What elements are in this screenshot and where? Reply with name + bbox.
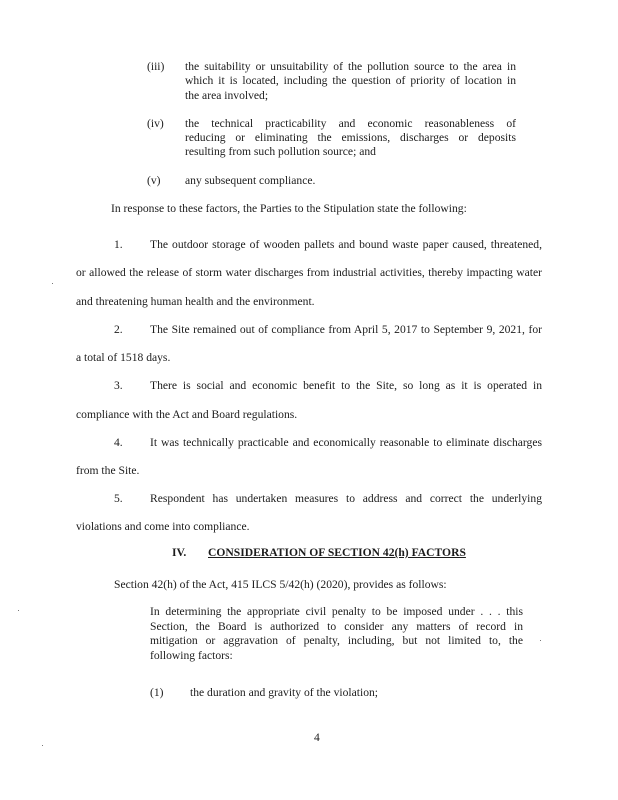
scan-speck — [540, 640, 541, 641]
factor-marker: (1) — [150, 686, 164, 699]
response-line: The Site remained out of compliance from April 5, 2017 to September 9, 2021, for — [150, 323, 542, 336]
factor-line: the suitability or unsuitability of the pollution source to the area in — [185, 60, 516, 73]
factor-line: the technical practicability and economic reasonableness of — [185, 117, 516, 130]
response-line: It was technically practicable and economically reasonable to eliminate discharges — [150, 436, 542, 449]
section-number: IV. — [172, 546, 187, 559]
response-number: 3. — [114, 379, 123, 392]
response-line: a total of 1518 days. — [76, 351, 171, 364]
factor-line: reducing or eliminating the emissions, discharges or deposits — [185, 131, 516, 144]
scan-speck — [18, 610, 19, 611]
response-intro: In response to these factors, the Parties to the Stipulation state the following: — [111, 202, 467, 215]
response-number: 2. — [114, 323, 123, 336]
response-line: violations and come into compliance. — [76, 520, 250, 533]
factor-text: the duration and gravity of the violation; — [190, 686, 379, 699]
factor-line: resulting from such pollution source; and — [185, 145, 376, 158]
quote-line: mitigation or aggravation of penalty, including, but not limited to, the — [150, 634, 523, 647]
scan-speck — [42, 745, 43, 746]
response-line: The outdoor storage of wooden pallets and bound waste paper caused, threatened, — [150, 238, 542, 251]
section-title: CONSIDERATION OF SECTION 42(h) FACTORS — [208, 546, 466, 559]
quote-line: In determining the appropriate civil penalty to be imposed under . . . this — [150, 605, 523, 618]
scan-speck — [52, 283, 53, 284]
factor-line: any subsequent compliance. — [185, 174, 316, 187]
factor-marker: (v) — [147, 174, 161, 187]
response-line: Respondent has undertaken measures to address and correct the underlying — [150, 492, 542, 505]
response-line: from the Site. — [76, 464, 140, 477]
factor-marker: (iii) — [147, 60, 165, 73]
response-line: There is social and economic benefit to the Site, so long as it is operated in — [150, 379, 542, 392]
response-number: 1. — [114, 238, 123, 251]
section-intro: Section 42(h) of the Act, 415 ILCS 5/42(h) (2020), provides as follows: — [114, 578, 447, 591]
quote-line: following factors: — [150, 649, 233, 662]
quote-line: Section, the Board is authorized to consider any matters of record in — [150, 620, 523, 633]
page-number: 4 — [314, 731, 320, 744]
response-number: 4. — [114, 436, 123, 449]
response-line: and threatening human health and the environment. — [76, 295, 315, 308]
factor-line: which it is located, including the question of priority of location in — [185, 74, 516, 87]
response-line: compliance with the Act and Board regulations. — [76, 408, 298, 421]
response-number: 5. — [114, 492, 123, 505]
factor-line: the area involved; — [185, 89, 269, 102]
factor-marker: (iv) — [147, 117, 164, 130]
response-line: or allowed the release of storm water discharges from industrial activities, thereby impacting water — [76, 266, 542, 279]
